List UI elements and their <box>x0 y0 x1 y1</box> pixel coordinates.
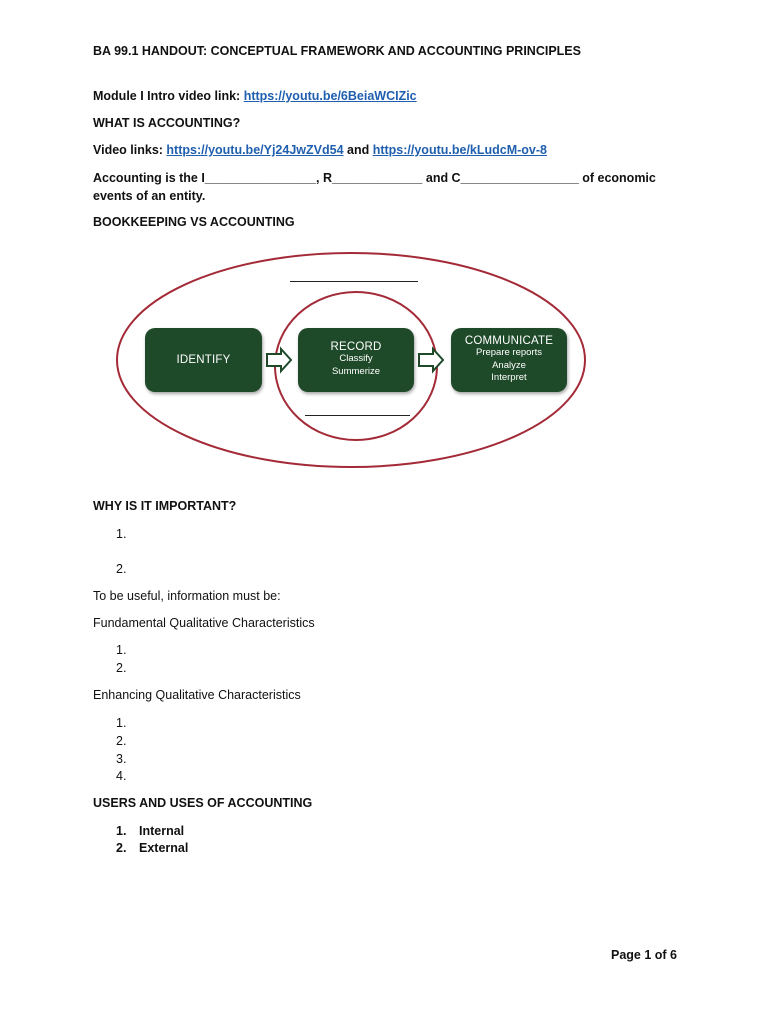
fundamental-heading: Fundamental Qualitative Characteristics <box>93 616 315 630</box>
module-intro-video-link[interactable]: https://youtu.be/6BeiaWCIZic <box>243 89 417 103</box>
record-summerize: Summerize <box>331 365 381 377</box>
what-is-accounting-heading: WHAT IS ACCOUNTING? <box>93 116 241 130</box>
bookkeeping-heading: BOOKKEEPING VS ACCOUNTING <box>93 215 295 229</box>
page-number: Page 1 of 6 <box>611 948 677 962</box>
communicate-box <box>451 328 567 392</box>
why-important-heading: WHY IS IT IMPORTANT? <box>93 499 237 513</box>
bookkeeping-blank-line <box>305 415 410 416</box>
users-item-external: External <box>139 841 189 855</box>
users-item-1-number: 1. <box>116 824 127 838</box>
useful-statement: To be useful, information must be: <box>93 589 281 603</box>
enhancing-item-3: 3. <box>116 752 127 766</box>
identify-box <box>145 328 262 392</box>
video-links-label: Video links: <box>93 143 167 157</box>
communicate-prepare-reports: Prepare reports <box>475 347 542 358</box>
why-important-item-1: 1. <box>116 527 127 541</box>
record-box <box>298 328 414 392</box>
accounting-definition-line-2: events of an entity. <box>93 189 206 203</box>
enhancing-item-2: 2. <box>116 734 127 748</box>
video-links-line <box>93 143 547 157</box>
accounting-blank-line <box>290 281 418 282</box>
enhancing-item-1: 1. <box>116 716 127 730</box>
enhancing-item-4: 4. <box>116 769 127 783</box>
communicate-interpret: Interpret <box>491 372 527 383</box>
video-link-2[interactable]: https://youtu.be/kLudcM-ov-8 <box>372 143 548 157</box>
users-item-2-number: 2. <box>116 841 127 855</box>
record-label: RECORD <box>330 341 382 353</box>
users-item-internal: Internal <box>139 824 185 838</box>
accounting-definition-line-1: Accounting is the I________________, R_____________ and C_________________ of economic <box>93 171 656 185</box>
arrow-record-to-communicate <box>419 349 443 371</box>
arrow-identify-to-record <box>267 349 291 371</box>
fundamental-item-1: 1. <box>116 643 127 657</box>
identify-label: IDENTIFY <box>176 354 231 366</box>
bookkeeping-inner-circle <box>275 292 437 440</box>
record-classify: Classify <box>339 353 373 364</box>
module-intro-line <box>93 89 417 103</box>
module-intro-label: Module I Intro video link: <box>93 89 244 103</box>
why-important-item-2: 2. <box>116 562 127 576</box>
video-links-and: and <box>343 143 373 157</box>
communicate-analyze: Analyze <box>492 359 526 371</box>
users-heading: USERS AND USES OF ACCOUNTING <box>93 796 313 810</box>
accounting-outer-ellipse <box>117 253 585 467</box>
document-title: BA 99.1 HANDOUT: CONCEPTUAL FRAMEWORK AND ACCOUNTING PRINCIPLES <box>93 44 581 58</box>
video-link-1[interactable]: https://youtu.be/Yj24JwZVd54 <box>166 143 344 157</box>
enhancing-heading: Enhancing Qualitative Characteristics <box>93 688 301 702</box>
communicate-label: COMMUNICATE <box>464 335 554 347</box>
fundamental-item-2: 2. <box>116 661 127 675</box>
